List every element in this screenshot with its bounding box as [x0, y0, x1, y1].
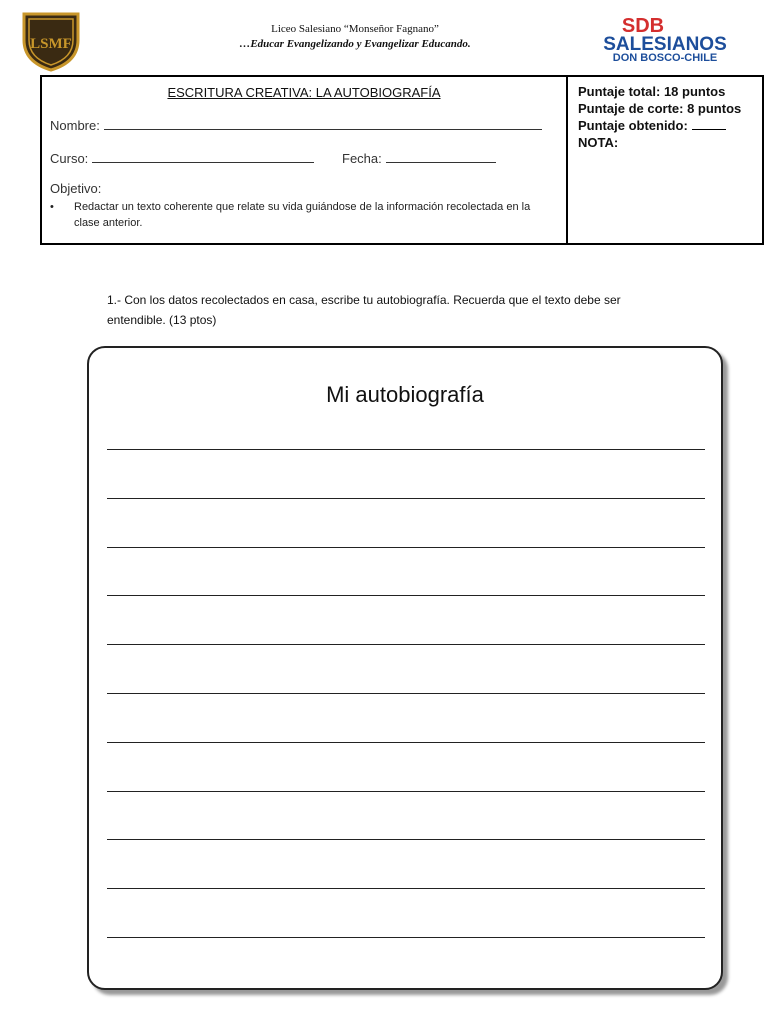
- puntaje-obtenido-row: [578, 117, 762, 134]
- crest-lettering: LSMF: [30, 36, 72, 52]
- salesianos-logo: [585, 14, 745, 64]
- curso-label: Curso:: [50, 151, 89, 166]
- writing-line[interactable]: [107, 595, 705, 596]
- school-motto: …Educar Evangelizando y Evangelizar Educando.: [239, 38, 471, 50]
- writing-line[interactable]: [107, 498, 705, 499]
- student-info-cell: [42, 77, 568, 243]
- salesianos-wordmark: SALESIANOS: [603, 34, 727, 55]
- writing-line[interactable]: [107, 644, 705, 645]
- school-header: [190, 22, 520, 52]
- puntaje-total: Puntaje total: 18 puntos: [578, 84, 726, 99]
- autobiography-writing-box[interactable]: [87, 346, 723, 990]
- writing-line[interactable]: [107, 742, 705, 743]
- fecha-label: Fecha:: [342, 151, 382, 166]
- nombre-label: Nombre:: [50, 118, 100, 133]
- sdb-mark: SDB: [621, 15, 665, 37]
- nota-label: NOTA:: [578, 135, 619, 150]
- nombre-field[interactable]: [50, 117, 542, 133]
- objetivo-label: Objetivo:: [50, 181, 102, 196]
- bullet-icon: •: [50, 201, 54, 213]
- curso-blank[interactable]: [92, 150, 314, 163]
- student-info-table: [40, 75, 764, 245]
- puntaje-obtenido-blank[interactable]: [692, 117, 726, 130]
- fecha-field[interactable]: [342, 150, 496, 166]
- writing-line[interactable]: [107, 839, 705, 840]
- school-name: Liceo Salesiano “Monseñor Fagnano”: [271, 23, 439, 35]
- puntaje-corte: Puntaje de corte: 8 puntos: [578, 101, 742, 116]
- writing-line[interactable]: [107, 547, 705, 548]
- question-instruction: 1.- Con los datos recolectados en casa, escribe tu autobiografía. Recuerda que el texto debe ser entendible. (13 ptos): [107, 293, 621, 327]
- score-cell: [568, 77, 762, 243]
- objetivo-text: Redactar un texto coherente que relate su vida guiándose de la información recolectada en la clase anterior.: [74, 201, 531, 229]
- writing-line[interactable]: [107, 791, 705, 792]
- worksheet-title: ESCRITURA CREATIVA: LA AUTOBIOGRAFÍA: [167, 85, 441, 100]
- curso-field[interactable]: [50, 150, 314, 166]
- don-bosco-chile-wordmark: DON BOSCO-CHILE: [612, 52, 718, 64]
- writing-box-title: Mi autobiografía: [326, 382, 484, 407]
- writing-line[interactable]: [107, 449, 705, 450]
- writing-line[interactable]: [107, 693, 705, 694]
- school-crest-logo: [20, 10, 82, 72]
- puntaje-obtenido: Puntaje obtenido:: [578, 118, 688, 133]
- writing-line[interactable]: [107, 888, 705, 889]
- fecha-blank[interactable]: [386, 150, 496, 163]
- writing-line[interactable]: [107, 937, 705, 938]
- nombre-blank[interactable]: [104, 117, 542, 130]
- objetivo-item: [50, 199, 555, 231]
